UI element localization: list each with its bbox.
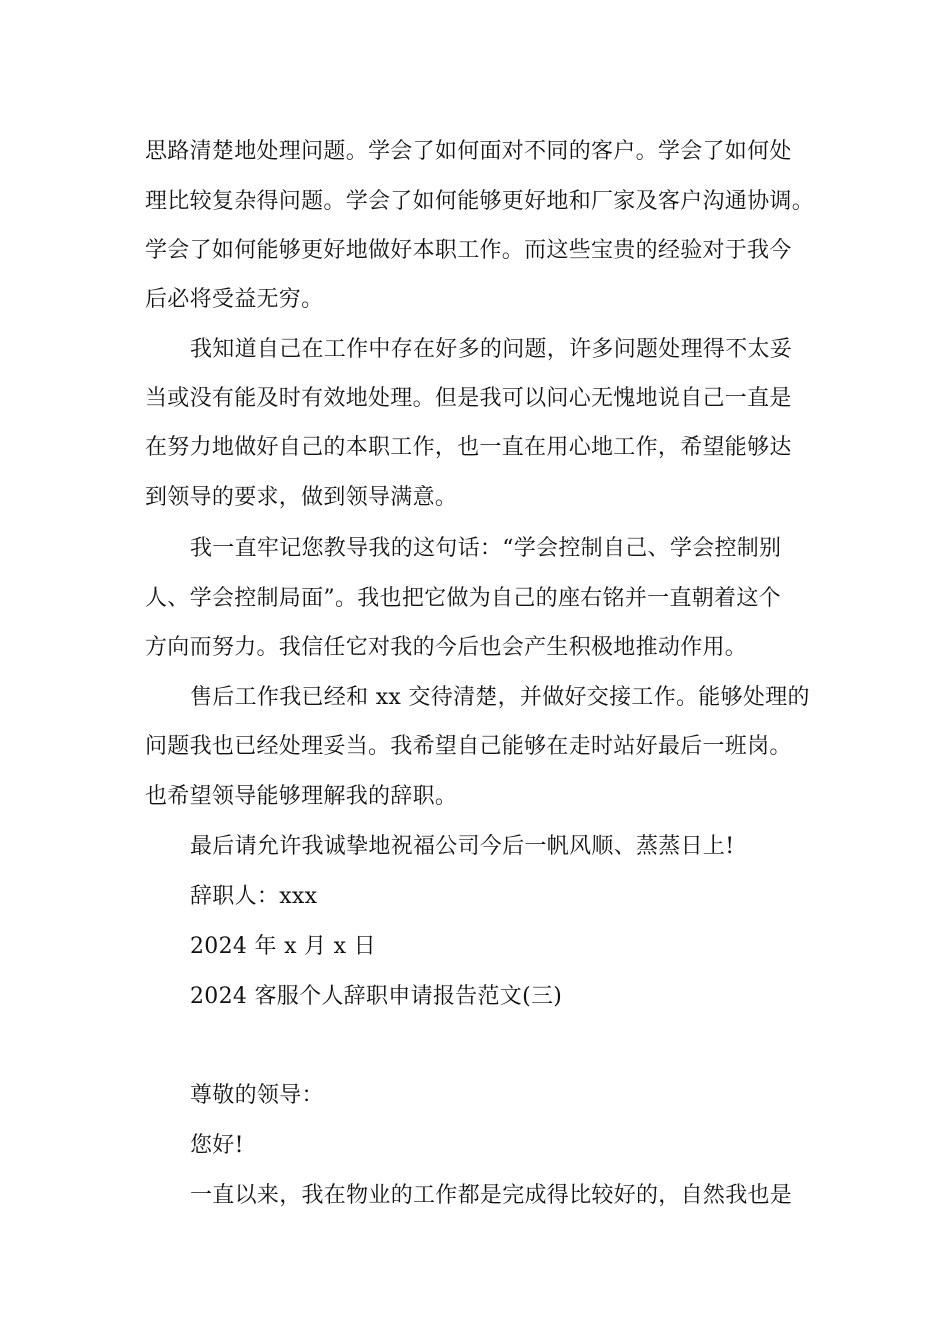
paragraph-line: 当或没有能及时有效地处理。但是我可以问心无愧地说自己一直是 [145,386,792,411]
paragraph-line: 我一直牢记您教导我的这句话：“学会控制自己、学会控制别 [190,536,782,561]
date-line: 2024 年 x 月 x 日 [190,934,376,959]
paragraph-line: 我知道自己在工作中存在好多的问题，许多问题处理得不太妥 [190,337,793,362]
paragraph-line: 售后工作我已经和 xx 交待清楚，并做好交接工作。能够处理的 [190,685,810,710]
paragraph-line: 在努力地做好自己的本职工作，也一直在用心地工作，希望能够达 [145,435,792,460]
paragraph-line: 理比较复杂得问题。学会了如何能够更好地和厂家及客户沟通协调。 [145,189,815,214]
paragraph-line: 到领导的要求，做到领导满意。 [145,485,458,510]
section-title: 2024 客服个人辞职申请报告范文(三) [190,984,563,1009]
paragraph-line: 一直以来，我在物业的工作都是完成得比较好的，自然我也是 [190,1183,793,1208]
paragraph-line: 人、学会控制局面”。我也把它做为自己的座右铭并一直朝着这个 [145,586,781,611]
paragraph-line: 思路清楚地处理问题。学会了如何面对不同的客户。学会了如何处 [145,139,792,164]
paragraph-line: 也希望领导能够理解我的辞职。 [145,784,458,809]
greeting: 您好! [190,1133,244,1158]
paragraph-line: 后必将受益无穷。 [145,287,324,312]
closing-wish: 最后请允许我诚挚地祝福公司今后一帆风顺、蒸蒸日上! [190,834,735,859]
paragraph-line: 方向而努力。我信任它对我的今后也会产生积极地推动作用。 [145,635,748,660]
signature-line: 辞职人：xxx [190,884,318,909]
paragraph-line: 学会了如何能够更好地做好本职工作。而这些宝贵的经验对于我今 [145,238,792,263]
salutation: 尊敬的领导： [190,1083,324,1108]
paragraph-line: 问题我也已经处理妥当。我希望自己能够在走时站好最后一班岗。 [145,734,792,759]
